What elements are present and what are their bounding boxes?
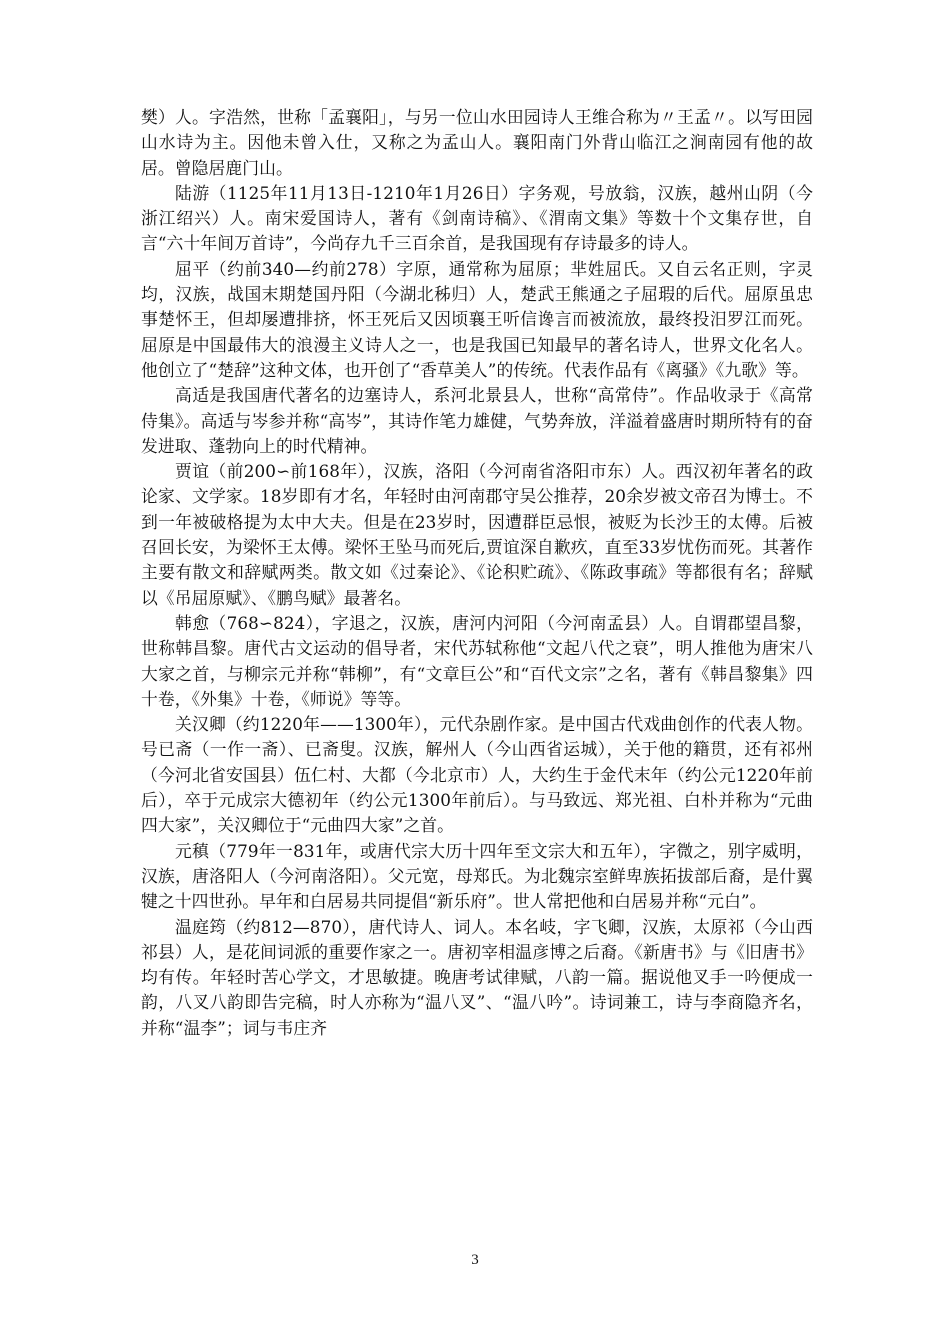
paragraph-guan-hanqing: 关汉卿（约1220年——1300年），元代杂剧作家。是中国古代戏曲创作的代表人物。号已斋（一作一斋）、已斋叟。汉族，解州人（今山西省运城），关于他的籍贯，还有祁州（今河北省安国县）伍仁村、大都（今北京市）人，大约生于金代末年（约公元1220年前后），卒于元成宗大德初年（约公元1300年前后）。与马致远、郑光祖、白朴并称为“元曲四大家”，关汉卿位于“元曲四大家”之首。 [141,714,813,836]
paragraph-lu-you: 陆游（1125年11月13日-1210年1月26日）字务观，号放翁，汉族，越州山阴（今浙江绍兴）人。南宋爱国诗人，著有《剑南诗稿》、《渭南文集》等数十个文集存世，自言“六十年间万首诗”，今尚存九千三百余首，是我国现有存诗最多的诗人。 [141,182,813,254]
paragraph-wen-tingyun: 温庭筠（约812—870），唐代诗人、词人。本名岐，字飞卿，汉族，太原祁（今山西祁县）人，是花间词派的重要作家之一。唐初宰相温彦博之后裔。《新唐书》与《旧唐书》均有传。年轻时苦心学文，才思敏捷。晚唐考试律赋，八韵一篇。据说他叉手一吟便成一韵，八叉八韵即告完稿，时人亦称为“温八叉”、“温八吟”。诗词兼工，诗与李商隐齐名，并称“温李”；词与韦庄齐 [141,916,813,1038]
paragraph-han-yu: 韩愈（768∽824），字退之，汉族，唐河内河阳（今河南孟县）人。自谓郡望昌黎，世称韩昌黎。唐代古文运动的倡导者，宋代苏轼称他“文起八代之衰”，明人推他为唐宋八大家之首，与柳宗元并称“韩柳”，有“文章巨公”和“百代文宗”之名，著有《韩昌黎集》四十卷，《外集》十卷，《师说》等等。 [141,612,813,709]
paragraph-yuan-zhen: 元稹（779年一831年，或唐代宗大历十四年至文宗大和五年），字微之，别字威明，汉族，唐洛阳人（今河南洛阳）。父元宽，母郑氏。为北魏宗室鲜卑族拓拔部后裔，是什翼犍之十四世孙。早年和白居易共同提倡“新乐府”。世人常把他和白居易并称“元白”。 [141,840,813,912]
paragraph-meng-haoran-continued: 樊）人。字浩然，世称「孟襄阳」，与另一位山水田园诗人王维合称为〃王孟〃。以写田园山水诗为主。因他未曾入仕，又称之为孟山人。襄阳南门外背山临江之涧南园有他的故居。曾隐居鹿门山。 [141,107,813,178]
paragraph-jia-yi: 贾谊（前200∽前168年），汉族，洛阳（今河南省洛阳市东）人。西汉初年著名的政论家、文学家。18岁即有才名，年轻时由河南郡守吴公推荐，20余岁被文帝召为博士。不到一年被破格提为太中大夫。但是在23岁时，因遭群臣忌恨，被贬为长沙王的太傅。后被召回长安，为梁怀王太傅。梁怀王坠马而死后,贾谊深自歉疚，直至33岁忧伤而死。其著作主要有散文和辞赋两类。散文如《过秦论》、《论积贮疏》、《陈政事疏》等都很有名；辞赋以《吊屈原赋》、《鹏鸟赋》最著名。 [141,461,813,608]
paragraph-gao-shi: 高适是我国唐代著名的边塞诗人，系河北景县人，世称“高常侍”。作品收录于《高常侍集》。高适与岑参并称“高岑”，其诗作笔力雄健，气势奔放，洋溢着盛唐时期所特有的奋发进取、蓬勃向上的时代精神。 [141,385,813,456]
page-number: 3 [471,1252,479,1268]
paragraph-qu-yuan: 屈平（约前340—约前278）字原，通常称为屈原；芈姓屈氏。又自云名正则，字灵均，汉族，战国末期楚国丹阳（今湖北秭归）人，楚武王熊通之子屈瑕的后代。屈原虽忠事楚怀王，但却屡遭排挤，怀王死后又因顷襄王听信谗言而被流放，最终投汨罗江而死。屈原是中国最伟大的浪漫主义诗人之一，也是我国已知最早的著名诗人，世界文化名人。他创立了“楚辞”这种文体，也开创了“香草美人”的传统。代表作品有《离骚》《九歌》等。 [141,258,813,380]
document-body [141,105,813,1041]
